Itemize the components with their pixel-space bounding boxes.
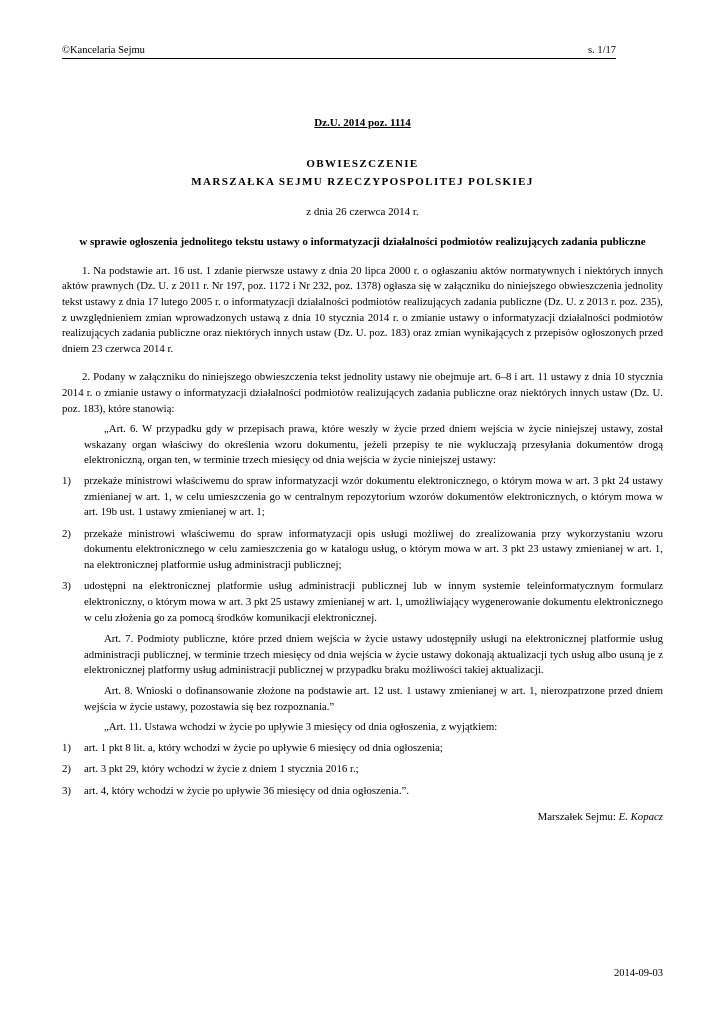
item-number: 3) bbox=[62, 785, 71, 797]
paragraph-1: 1. Na podstawie art. 16 ust. 1 zdanie pierwsze ustawy z dnia 20 lipca 2000 r. o ogłaszaniu aktów normatywnych i niektórych innych aktów prawnych (Dz. U. z 2011 r. Nr 197, poz. 1172 i Nr 232, poz. 1378) ogłasza się w załączniku do niniejszego obwieszczenia jednolity tekst ustawy z dnia 17 lutego 2005 r. o informatyzacji działalności podmiotów realizujących zadania publiczne (Dz. U. z 2013 r. poz. 235), z uwzględnieniem zmian wprowadzonych ustawą z dnia 10 stycznia 2014 r. o zmianie ustawy o informatyzacji działalności podmiotów realizujących zadania publiczne oraz niektórych innych ustaw (Dz. U. poz. 183) oraz zmian wynikających z przepisów ogłoszonych przed dniem 23 czerwca 2014 r. bbox=[62, 264, 663, 355]
document-date: z dnia 26 czerwca 2014 r. bbox=[306, 205, 419, 218]
signature bbox=[62, 810, 663, 826]
article-7: Art. 7. Podmioty publiczne, które przed dniem wejścia w życie ustawy udostępniły usługi na elektronicznej platformie usług administracji publicznej, w terminie trzech miesięcy od dnia wejścia w życie ustawy dokonają aktualizacji tych usług albo usuną je z elektronicznej platformy usług administracji publicznej w przypadku braku możliwości takiej aktualizacji. bbox=[84, 633, 663, 677]
item-number: 1) bbox=[62, 474, 71, 487]
art11-item bbox=[62, 741, 663, 757]
art11-item bbox=[62, 784, 663, 800]
item-text: przekaże ministrowi właściwemu do spraw informatyzacji wzór dokumentu elektronicznego, o którym mowa w art. 3 pkt 24 ustawy zmienianej w art. 1, w celu umieszczenia go w centralnym repozytorium wzorów dokumentów elektronicznych, o którym mowa w art. 19b ust. 1 ustawy zmienianej w art. 1; bbox=[84, 474, 663, 519]
item-text: przekaże ministrowi właściwemu do spraw informatyzacji opis usługi możliwej do zrealizowania przy wykorzystaniu wzoru dokumentu elektronicznego w celu zamieszczenia go w katalogu usług, o którym mowa w art. 3 pkt 23 ustawy zmienianej w art. 1, na elektronicznej platformie usług administracji publicznej; bbox=[84, 527, 663, 571]
title-line-2: MARSZAŁKA SEJMU RZECZYPOSPOLITEJ POLSKIEJ bbox=[191, 175, 534, 188]
dzu-reference-wrap bbox=[62, 116, 663, 132]
art6-item bbox=[62, 579, 663, 626]
signature-name: E. Kopacz bbox=[618, 810, 663, 823]
footer-date: 2014-09-03 bbox=[614, 968, 663, 979]
art6-item bbox=[62, 474, 663, 521]
item-number: 2) bbox=[62, 527, 71, 540]
dzu-reference: Dz.U. 2014 poz. 1114 bbox=[314, 117, 411, 129]
item-text: udostępni na elektronicznej platformie usług administracji publicznej lub w innym systemie teleinformatycznym formularz elektroniczny, o którym mowa w art. 3 pkt 25 ustawy zmienianej w art. 1, umożliwiający wygenerowanie dokumentu elektronicznego w celu złożenia go za pomocą środków komunikacji elektronicznej. bbox=[84, 580, 663, 624]
art6-item bbox=[62, 527, 663, 574]
document-body bbox=[62, 116, 663, 825]
item-text: art. 3 pkt 29, który wchodzi w życie z dniem 1 stycznia 2016 r.; bbox=[84, 763, 359, 776]
article-8: Art. 8. Wnioski o dofinansowanie złożone na podstawie art. 12 ust. 1 ustawy zmienianej w art. 1, nierozpatrzone przed dniem wejścia w życie ustawy, pozostawia się bez rozpoznania.” bbox=[84, 685, 663, 713]
item-text: art. 1 pkt 8 lit. a, który wchodzi w życie po upływie 6 miesięcy od dnia ogłoszenia; bbox=[84, 741, 443, 754]
title-line-1: OBWIESZCZENIE bbox=[306, 157, 419, 170]
page-header bbox=[62, 44, 616, 59]
item-number: 2) bbox=[62, 763, 71, 776]
header-page-number: s. 1/17 bbox=[587, 45, 616, 56]
art11-item bbox=[62, 762, 663, 778]
item-number: 3) bbox=[62, 580, 71, 593]
header-publisher: ©Kancelaria Sejmu bbox=[62, 45, 145, 56]
signature-label: Marszałek Sejmu: bbox=[537, 810, 619, 823]
article-6: „Art. 6. W przypadku gdy w przepisach prawa, które weszły w życie przed dniem wejścia w życie niniejszej ustawy, został wskazany organ właściwy do określenia wzoru dokumentu, jeżeli przepisy te nie wykluczają przesyłania dokumentów drogą elektroniczną, organ ten, w terminie trzech miesięcy od dnia wejścia w życie niniejszej ustawy: bbox=[84, 423, 663, 467]
paragraph-2: 2. Podany w załączniku do niniejszego obwieszczenia tekst jednolity ustawy nie obejmuje art. 6–8 i art. 11 ustawy z dnia 10 stycznia 2014 r. o zmianie ustawy o informatyzacji działalności podmiotów realizujących zadania publiczne oraz niektórych innych ustaw (Dz. U. poz. 183), które stanowią: bbox=[62, 371, 663, 415]
item-number: 1) bbox=[62, 741, 71, 754]
article-11: „Art. 11. Ustawa wchodzi w życie po upływie 3 miesięcy od dnia ogłoszenia, z wyjątkiem: bbox=[104, 721, 498, 734]
document-subject: w sprawie ogłoszenia jednolitego tekstu ustawy o informatyzacji działalności podmiotów realizujących zadania publiczne bbox=[79, 236, 646, 249]
item-text: art. 4, który wchodzi w życie po upływie 36 miesięcy od dnia ogłoszenia.”. bbox=[84, 785, 410, 797]
